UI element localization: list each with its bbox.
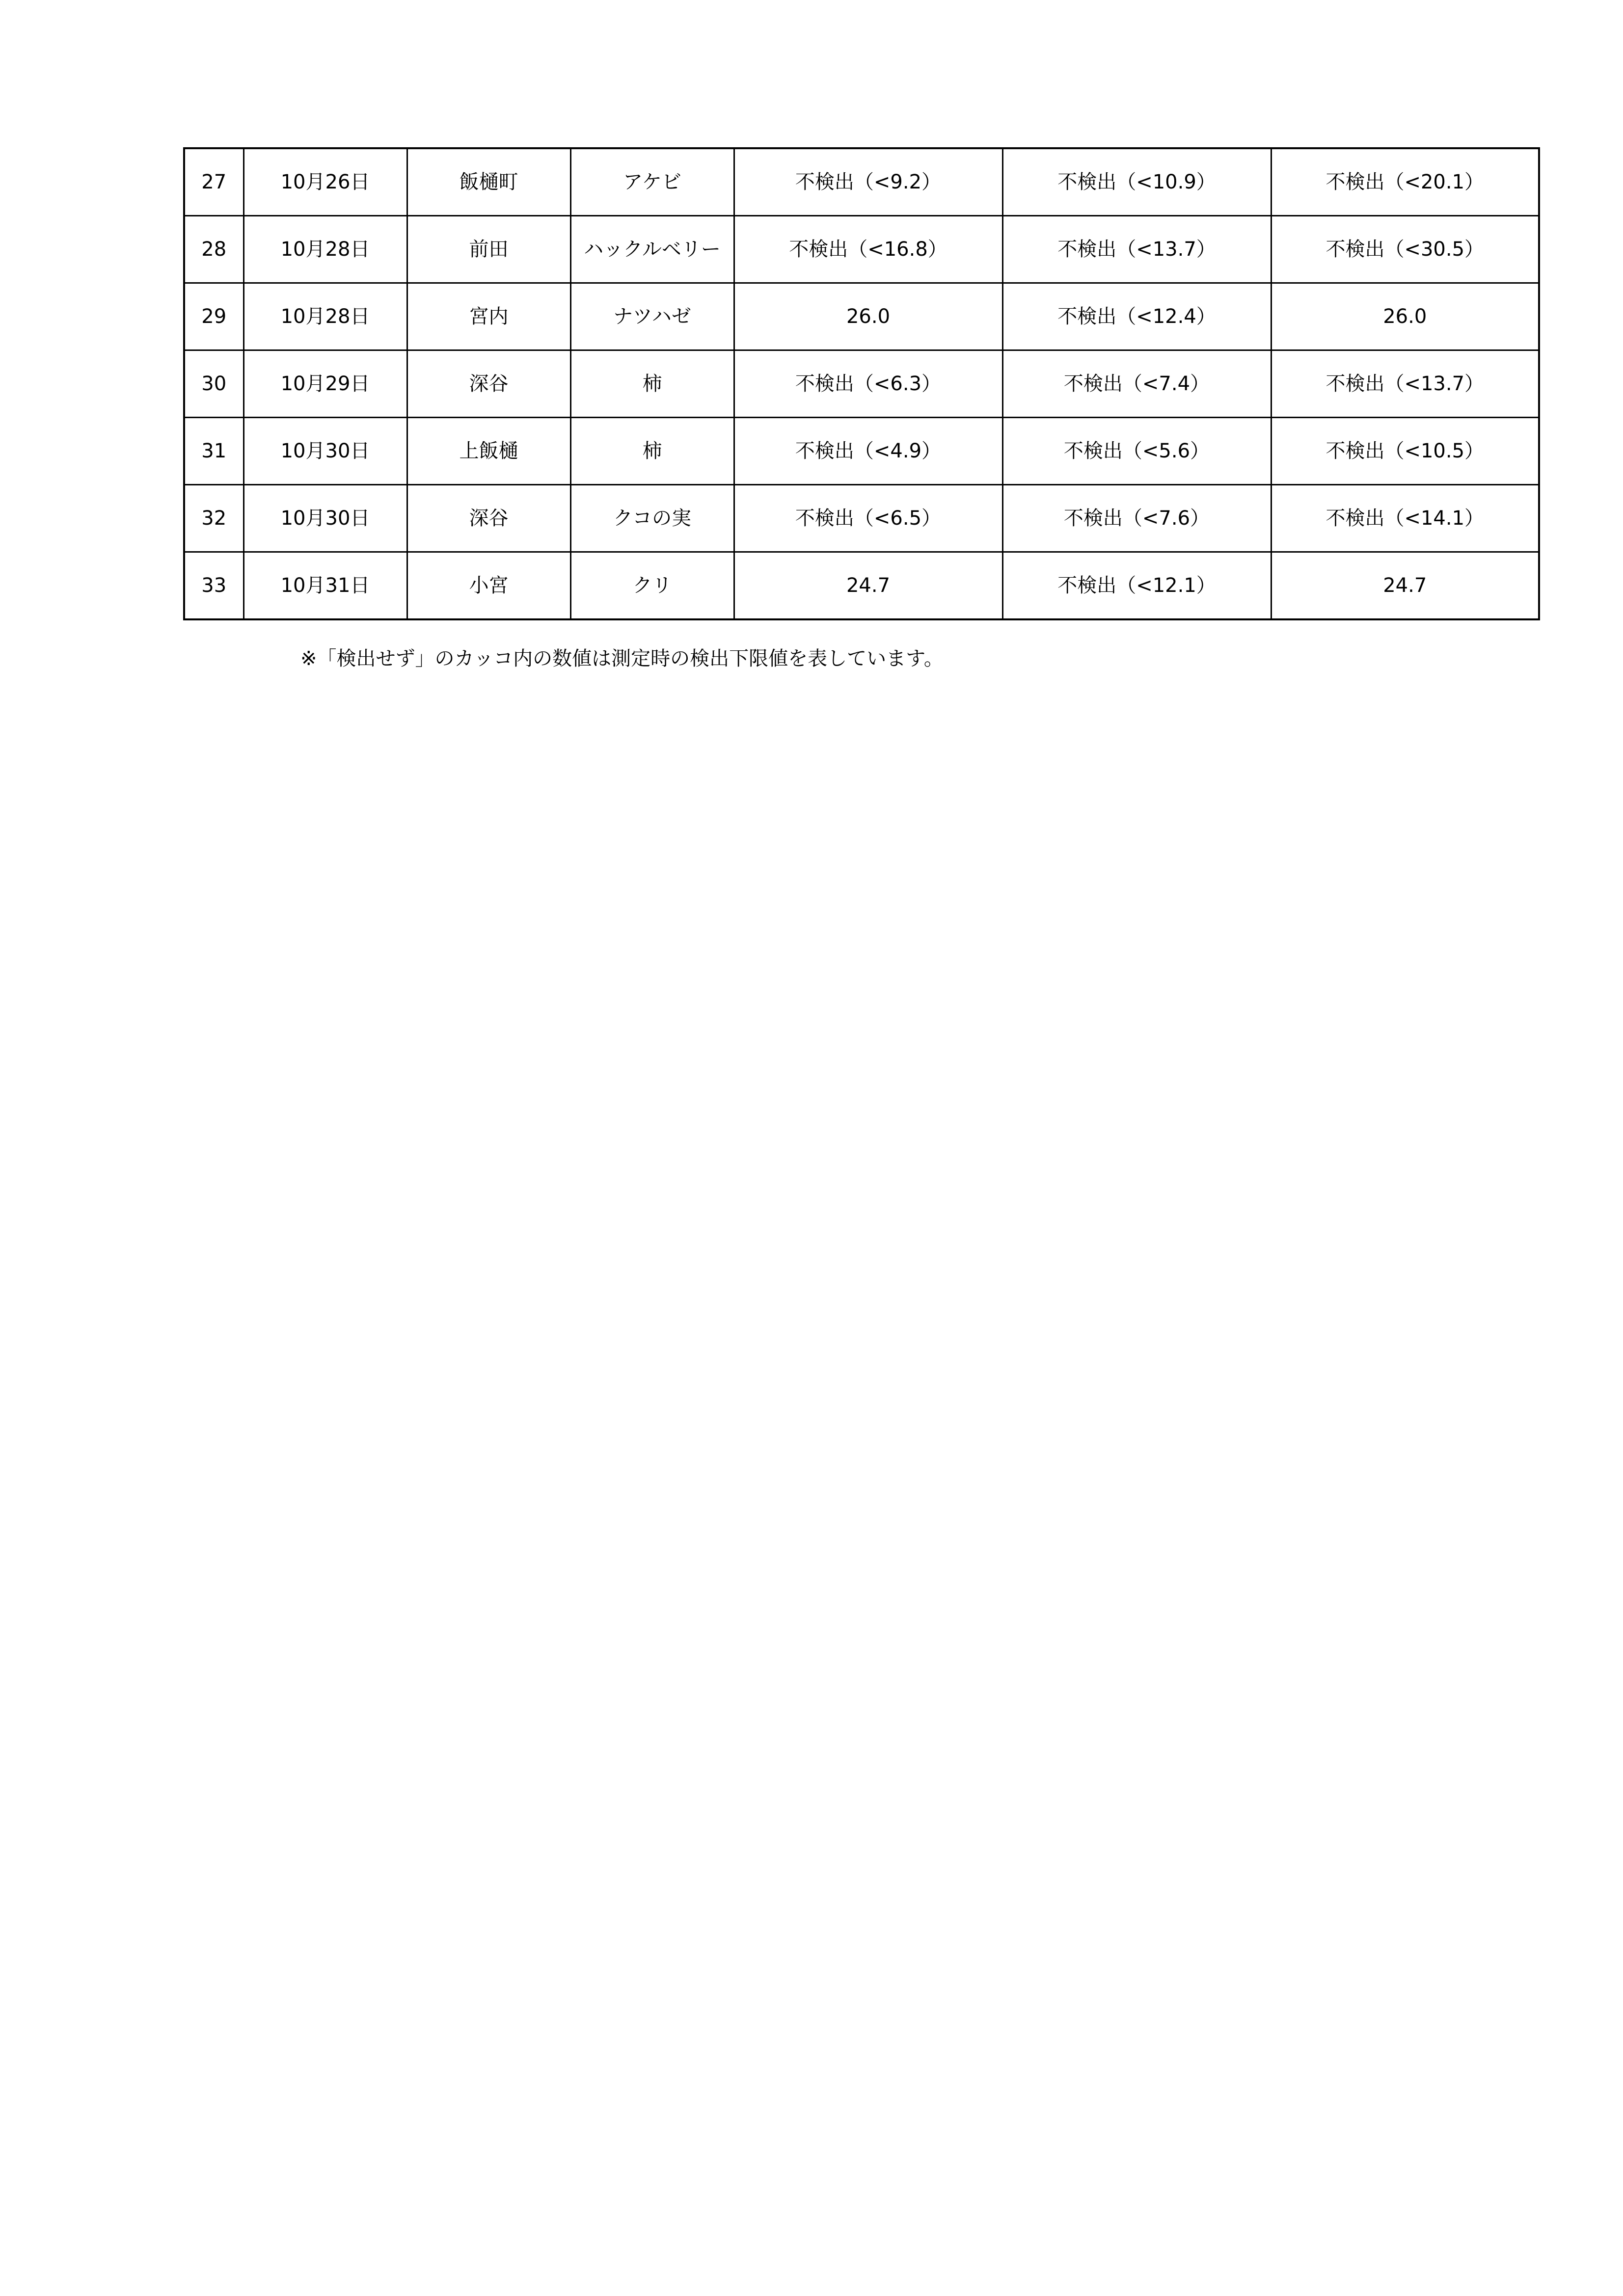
cell-number: 30 [184, 350, 243, 418]
cell-number: 31 [184, 418, 243, 485]
cell-value-1: 不検出（<16.8） [734, 216, 1002, 283]
table-row [184, 552, 1539, 620]
cell-location: 飯樋町 [407, 148, 570, 216]
cell-date: 10月30日 [243, 485, 407, 552]
cell-date: 10月26日 [243, 148, 407, 216]
table-row [184, 350, 1539, 418]
cell-value-1: 24.7 [734, 552, 1002, 620]
cell-item: アケビ [570, 148, 734, 216]
cell-value-3: 不検出（<14.1） [1271, 485, 1539, 552]
cell-item: 柿 [570, 418, 734, 485]
cell-value-1: 26.0 [734, 283, 1002, 350]
cell-value-3: 不検出（<10.5） [1271, 418, 1539, 485]
results-table [183, 147, 1540, 620]
cell-item: ナツハゼ [570, 283, 734, 350]
cell-value-3: 26.0 [1271, 283, 1539, 350]
cell-date: 10月31日 [243, 552, 407, 620]
cell-number: 27 [184, 148, 243, 216]
cell-value-1: 不検出（<9.2） [734, 148, 1002, 216]
cell-date: 10月28日 [243, 216, 407, 283]
cell-value-1: 不検出（<6.5） [734, 485, 1002, 552]
cell-number: 29 [184, 283, 243, 350]
table-row [184, 216, 1539, 283]
cell-number: 33 [184, 552, 243, 620]
cell-location: 宮内 [407, 283, 570, 350]
table-row [184, 283, 1539, 350]
cell-value-2: 不検出（<7.4） [1002, 350, 1271, 418]
cell-value-2: 不検出（<5.6） [1002, 418, 1271, 485]
cell-location: 前田 [407, 216, 570, 283]
cell-value-3: 不検出（<20.1） [1271, 148, 1539, 216]
cell-value-2: 不検出（<7.6） [1002, 485, 1271, 552]
table-row [184, 418, 1539, 485]
cell-number: 28 [184, 216, 243, 283]
cell-date: 10月30日 [243, 418, 407, 485]
cell-value-1: 不検出（<6.3） [734, 350, 1002, 418]
cell-value-3: 24.7 [1271, 552, 1539, 620]
cell-number: 32 [184, 485, 243, 552]
cell-value-2: 不検出（<13.7） [1002, 216, 1271, 283]
cell-value-2: 不検出（<12.1） [1002, 552, 1271, 620]
table-row [184, 485, 1539, 552]
cell-item: ハックルベリー [570, 216, 734, 283]
table-row [184, 148, 1539, 216]
cell-item: 柿 [570, 350, 734, 418]
cell-location: 深谷 [407, 350, 570, 418]
results-table-body [184, 148, 1539, 619]
cell-item: クコの実 [570, 485, 734, 552]
cell-value-3: 不検出（<30.5） [1271, 216, 1539, 283]
cell-value-1: 不検出（<4.9） [734, 418, 1002, 485]
cell-date: 10月29日 [243, 350, 407, 418]
cell-value-3: 不検出（<13.7） [1271, 350, 1539, 418]
cell-location: 深谷 [407, 485, 570, 552]
cell-location: 上飯樋 [407, 418, 570, 485]
cell-location: 小宮 [407, 552, 570, 620]
cell-value-2: 不検出（<12.4） [1002, 283, 1271, 350]
cell-value-2: 不検出（<10.9） [1002, 148, 1271, 216]
footnote: ※「検出せず」のカッコ内の数値は測定時の検出下限値を表しています。 [300, 647, 944, 670]
cell-item: クリ [570, 552, 734, 620]
cell-date: 10月28日 [243, 283, 407, 350]
